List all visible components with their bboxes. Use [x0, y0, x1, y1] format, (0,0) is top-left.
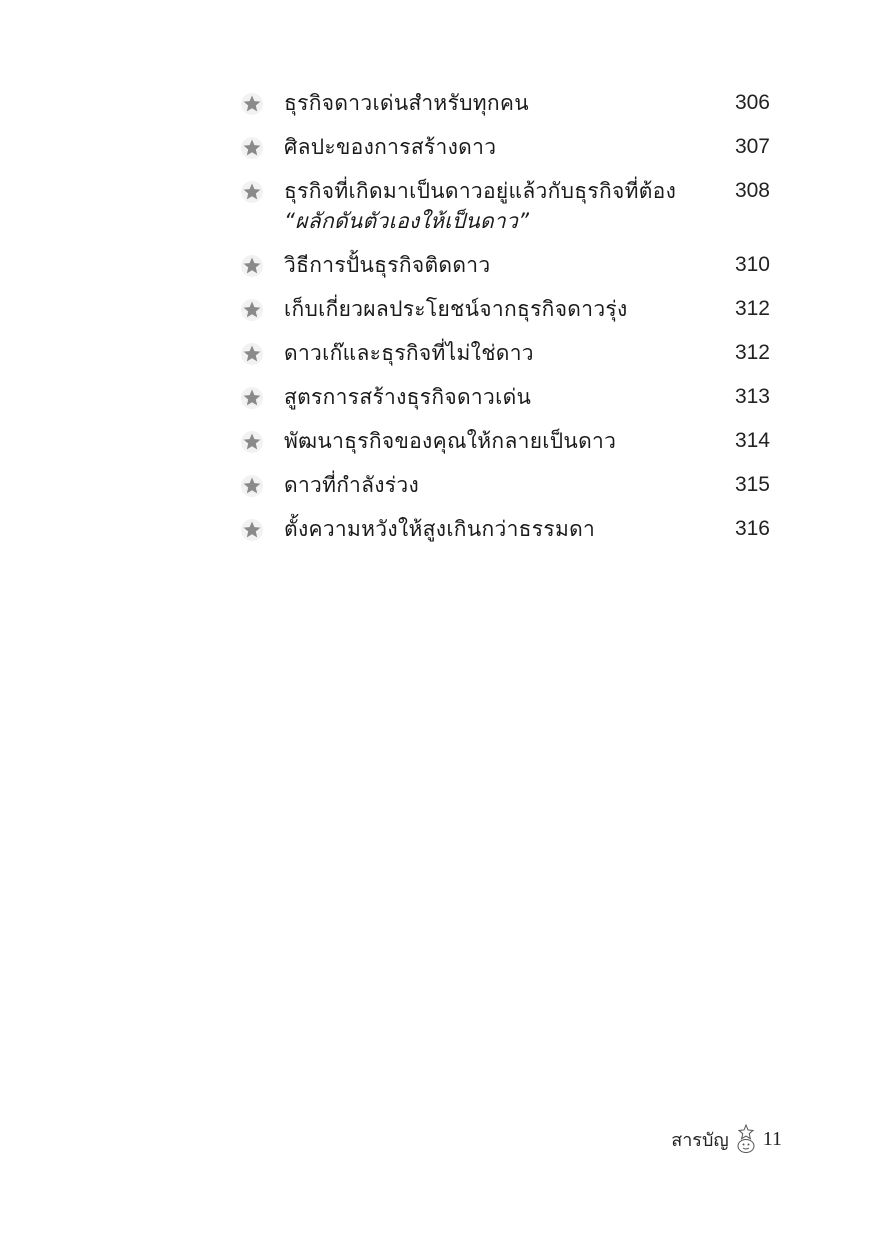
toc-entry: [240, 294, 770, 324]
star-icon: [240, 180, 264, 204]
toc-entry-title: ธุรกิจที่เกิดมาเป็นดาวอยู่แล้วกับธุรกิจที่ต้อง: [284, 179, 677, 203]
toc-entry-title: พัฒนาธุรกิจของคุณให้กลายเป็นดาว: [284, 429, 617, 453]
toc-entry: [240, 132, 770, 162]
toc-entry: [240, 88, 770, 118]
toc-entry: [240, 514, 770, 544]
star-icon: [240, 298, 264, 322]
toc-entry: [240, 176, 770, 236]
toc-entry: [240, 250, 770, 280]
toc-entry-page: 312: [734, 341, 770, 364]
toc-entry: [240, 382, 770, 412]
toc-entry: [240, 338, 770, 368]
toc-entry: [240, 426, 770, 456]
toc-entry-page: 316: [734, 517, 770, 540]
toc-entry-page: 308: [734, 179, 770, 202]
star-icon: [240, 386, 264, 410]
footer-page-number: 11: [762, 1127, 782, 1150]
star-icon: [240, 518, 264, 542]
star-mascot-icon: [735, 1124, 757, 1154]
toc-entry-page: 312: [734, 297, 770, 320]
toc-entry-title-block: [284, 176, 720, 236]
toc-entry-subtitle: “ผลักดันตัวเองให้เป็นดาว”: [284, 209, 530, 233]
toc-entry-title: สูตรการสร้างธุรกิจดาวเด่น: [284, 385, 532, 409]
toc-entry-title: ตั้งความหวังให้สูงเกินกว่าธรรมดา: [284, 517, 596, 541]
toc-entry-title: ธุรกิจดาวเด่นสำหรับทุกคน: [284, 91, 529, 115]
toc-entry-page: 314: [734, 429, 770, 452]
toc-entry-page: 307: [734, 135, 770, 158]
toc-entry-title: ดาวที่กำลังร่วง: [284, 473, 420, 497]
toc-entry-page: 315: [734, 473, 770, 496]
toc-entry-page: 306: [734, 91, 770, 114]
page-footer: [671, 1124, 782, 1154]
star-icon: [240, 430, 264, 454]
star-icon: [240, 92, 264, 116]
toc-entry: [240, 470, 770, 500]
toc-entry-title: ศิลปะของการสร้างดาว: [284, 135, 497, 159]
toc-entry-page: 310: [734, 253, 770, 276]
toc-entry-page: 313: [734, 385, 770, 408]
toc-entry-title: วิธีการปั้นธุรกิจติดดาว: [284, 253, 491, 277]
table-of-contents: [240, 88, 770, 558]
toc-entry-title: ดาวเก๊และธุรกิจที่ไม่ใช่ดาว: [284, 341, 534, 365]
star-icon: [240, 254, 264, 278]
star-icon: [240, 474, 264, 498]
star-icon: [240, 136, 264, 160]
footer-label: สารบัญ: [671, 1129, 729, 1151]
toc-entry-title: เก็บเกี่ยวผลประโยชน์จากธุรกิจดาวรุ่ง: [284, 297, 628, 321]
star-icon: [240, 342, 264, 366]
